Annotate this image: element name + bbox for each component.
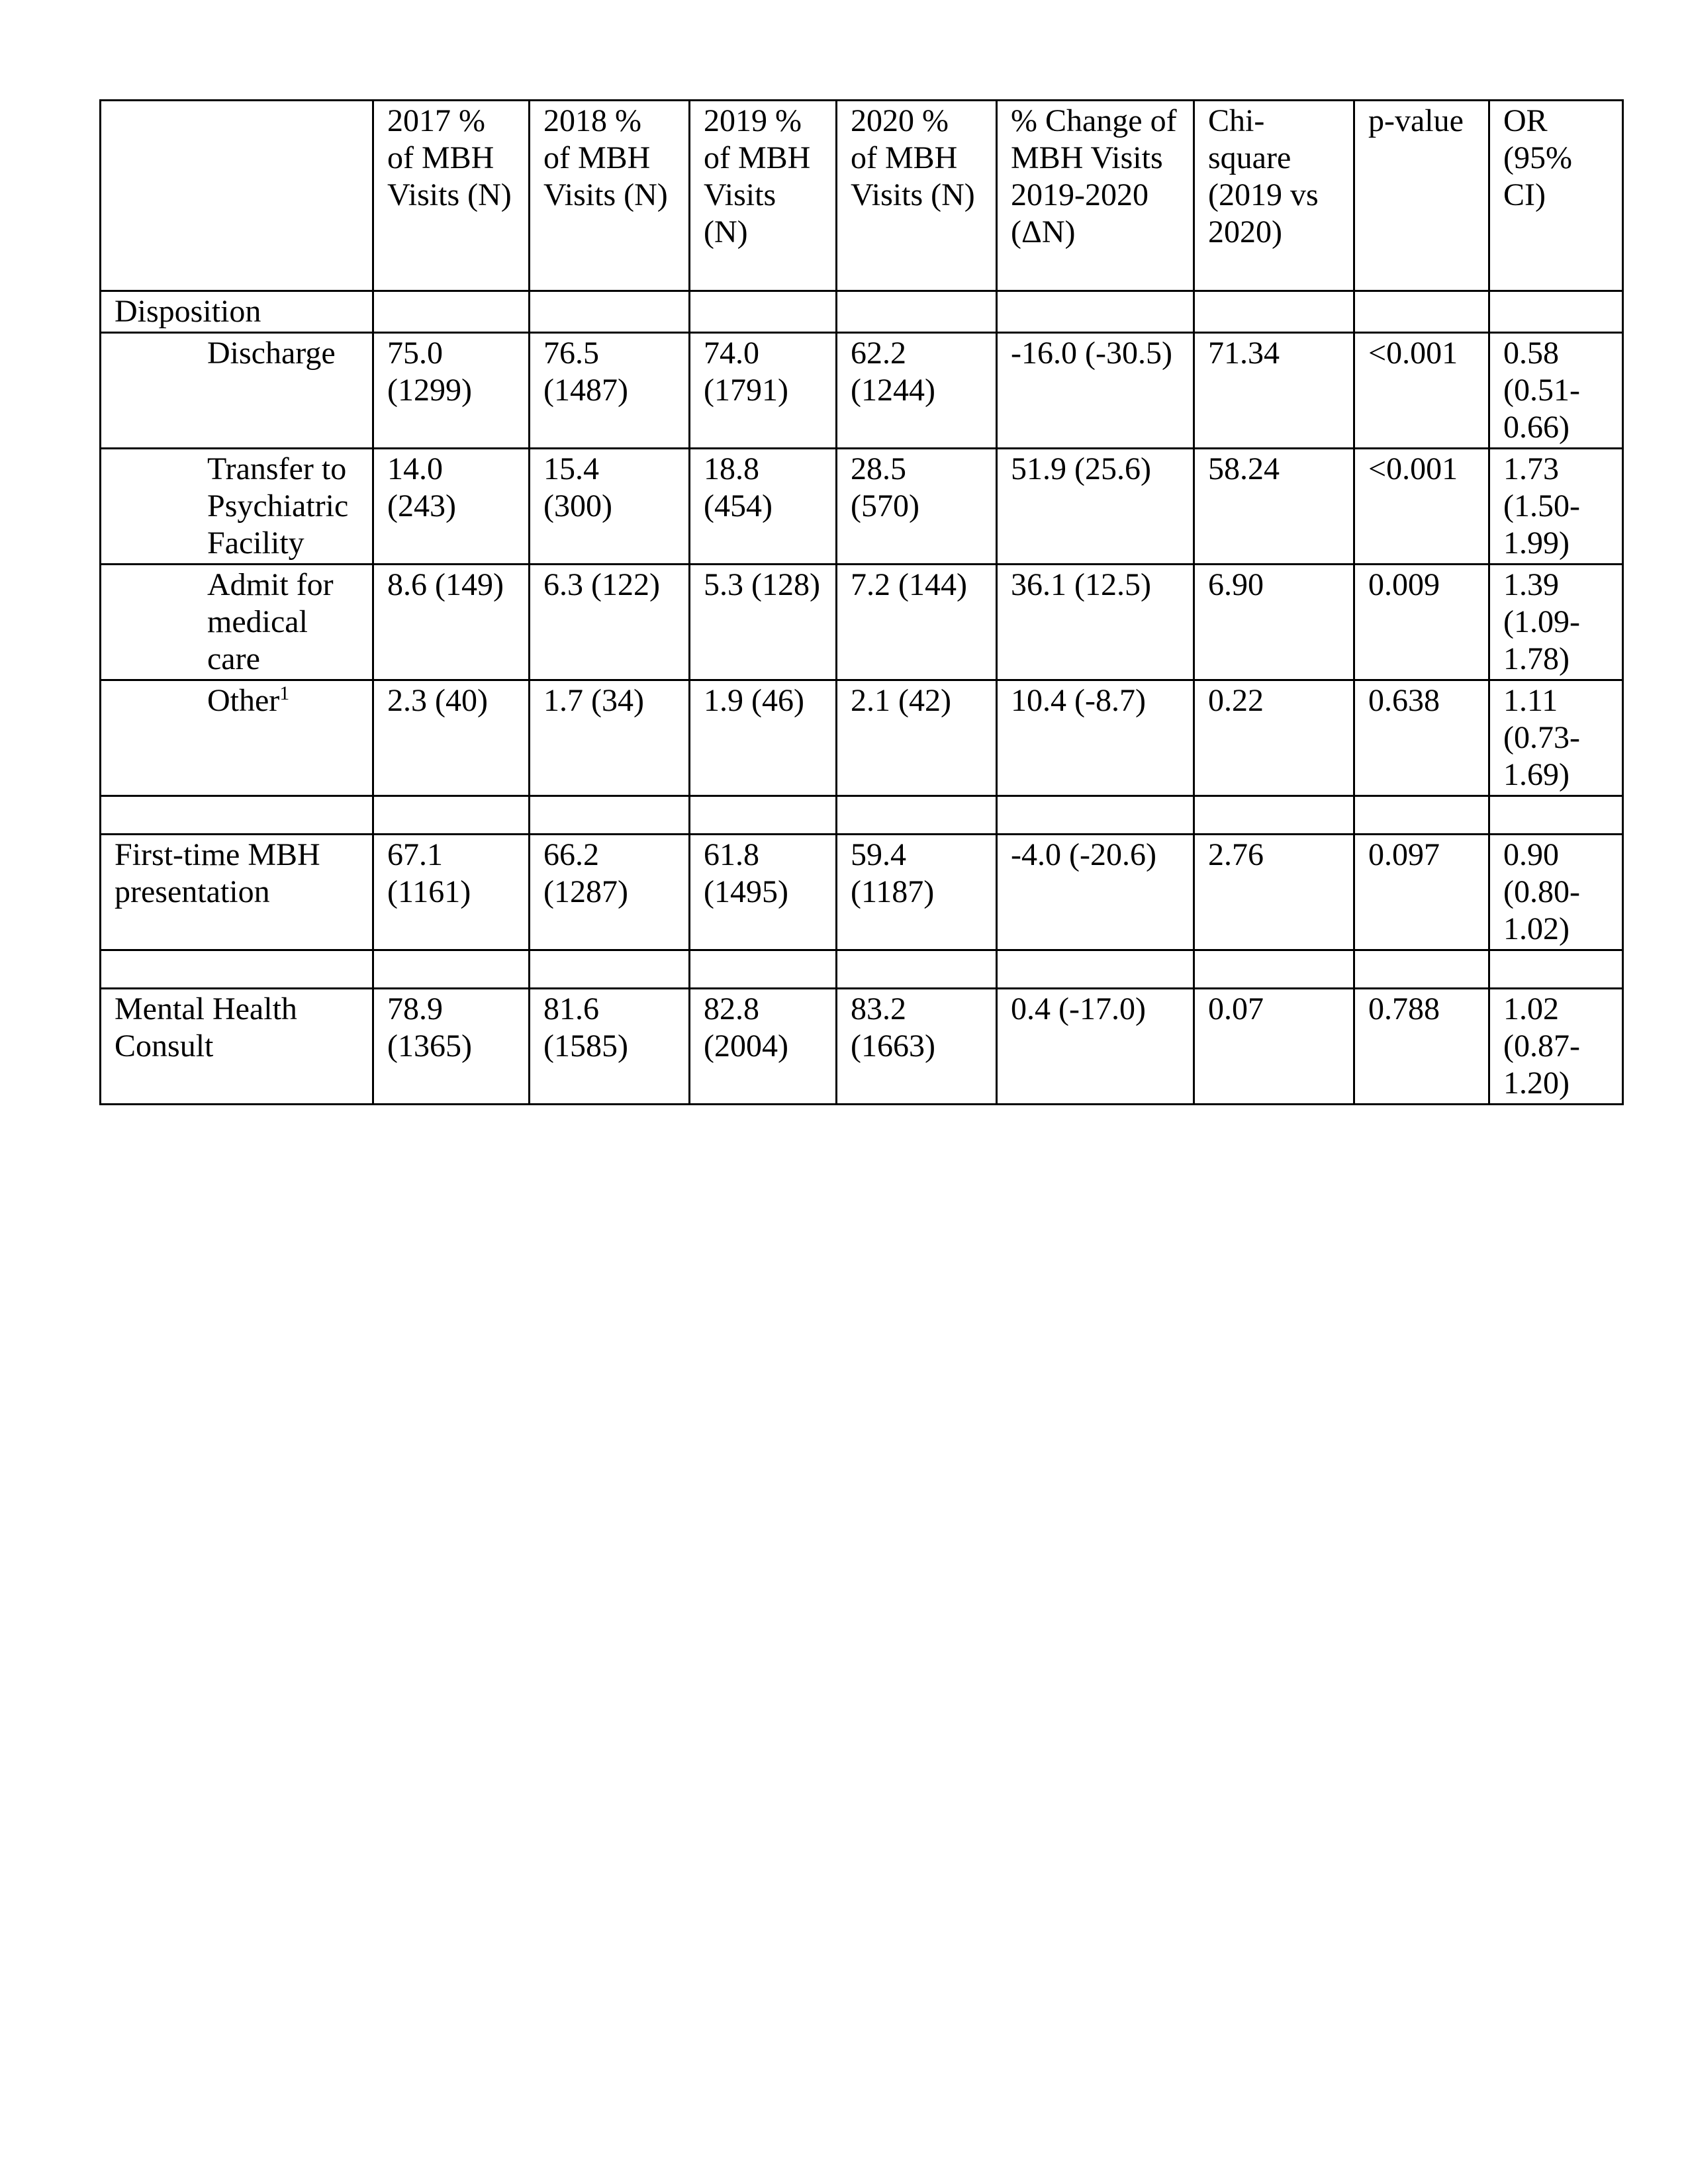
row-label-discharge: Discharge [101,333,373,449]
cell-2017: 67.1 (1161) [373,835,530,950]
row-label-mental-health-consult: Mental Health Consult [101,989,373,1105]
table-row-admit [101,565,1623,680]
header-row [101,101,1623,291]
row-label-other-cell [101,680,373,796]
table-row-other [101,680,1623,796]
empty-cell [101,796,373,835]
cell-p-value: 0.788 [1354,989,1489,1105]
empty-cell [1489,950,1623,989]
row-label-transfer: Transfer to Psychiatric Facility [101,449,373,565]
cell-2020: 83.2 (1663) [837,989,997,1105]
header-cell-2018: 2018 % of MBH Visits (N) [530,101,690,291]
cell-2019: 82.8 (2004) [690,989,837,1105]
cell-2020: 59.4 (1187) [837,835,997,950]
cell-p-value: 0.097 [1354,835,1489,950]
header-cell-2020: 2020 % of MBH Visits (N) [837,101,997,291]
section-label-disposition: Disposition [101,291,373,333]
empty-cell [837,950,997,989]
results-table [99,99,1624,1105]
cell-2017: 8.6 (149) [373,565,530,680]
section-row-disposition [101,291,1623,333]
table-row-transfer [101,449,1623,565]
cell-or: 1.02 (0.87-1.20) [1489,989,1623,1105]
cell-2020: 2.1 (42) [837,680,997,796]
header-cell-empty [101,101,373,291]
empty-cell [1194,796,1354,835]
cell-2018: 66.2 (1287) [530,835,690,950]
cell-p-value: 0.009 [1354,565,1489,680]
table-row-discharge [101,333,1623,449]
empty-cell [690,950,837,989]
table-row-first-time [101,835,1623,950]
header-cell-chi-square: Chi-square (2019 vs 2020) [1194,101,1354,291]
header-cell-2019: 2019 % of MBH Visits (N) [690,101,837,291]
cell-chi-square: 58.24 [1194,449,1354,565]
cell-change: 10.4 (-8.7) [997,680,1194,796]
spacer-row [101,950,1623,989]
cell-2017: 14.0 (243) [373,449,530,565]
empty-cell [530,950,690,989]
empty-cell [837,796,997,835]
empty-cell [997,291,1194,333]
header-cell-2017: 2017 % of MBH Visits (N) [373,101,530,291]
cell-or: 0.90 (0.80-1.02) [1489,835,1623,950]
cell-2018: 76.5 (1487) [530,333,690,449]
empty-cell [1354,950,1489,989]
empty-cell [690,796,837,835]
cell-change: -4.0 (-20.6) [997,835,1194,950]
empty-cell [101,950,373,989]
cell-chi-square: 0.22 [1194,680,1354,796]
cell-2020: 62.2 (1244) [837,333,997,449]
cell-2019: 74.0 (1791) [690,333,837,449]
header-cell-p-value: p-value [1354,101,1489,291]
cell-p-value: <0.001 [1354,333,1489,449]
cell-2019: 1.9 (46) [690,680,837,796]
cell-or: 1.11 (0.73-1.69) [1489,680,1623,796]
empty-cell [1489,291,1623,333]
cell-2017: 78.9 (1365) [373,989,530,1105]
row-label-first-time: First-time MBH presentation [101,835,373,950]
table-row-mental-health-consult [101,989,1623,1105]
cell-2017: 2.3 (40) [373,680,530,796]
cell-2019: 5.3 (128) [690,565,837,680]
empty-cell [373,950,530,989]
row-label-other: Other [207,683,280,718]
empty-cell [837,291,997,333]
empty-cell [690,291,837,333]
cell-2020: 7.2 (144) [837,565,997,680]
cell-2018: 15.4 (300) [530,449,690,565]
header-cell-or: OR (95% CI) [1489,101,1623,291]
cell-change: 51.9 (25.6) [997,449,1194,565]
cell-2018: 6.3 (122) [530,565,690,680]
cell-p-value: <0.001 [1354,449,1489,565]
empty-cell [1194,291,1354,333]
empty-cell [1354,291,1489,333]
cell-change: 0.4 (-17.0) [997,989,1194,1105]
empty-cell [530,796,690,835]
empty-cell [1354,796,1489,835]
cell-chi-square: 71.34 [1194,333,1354,449]
cell-2019: 61.8 (1495) [690,835,837,950]
cell-2020: 28.5 (570) [837,449,997,565]
cell-2017: 75.0 (1299) [373,333,530,449]
empty-cell [530,291,690,333]
cell-or: 1.73 (1.50-1.99) [1489,449,1623,565]
header-cell-change: % Change of MBH Visits 2019-2020 (ΔN) [997,101,1194,291]
empty-cell [997,950,1194,989]
cell-chi-square: 2.76 [1194,835,1354,950]
cell-2018: 1.7 (34) [530,680,690,796]
cell-2018: 81.6 (1585) [530,989,690,1105]
cell-p-value: 0.638 [1354,680,1489,796]
cell-chi-square: 6.90 [1194,565,1354,680]
empty-cell [373,291,530,333]
cell-2019: 18.8 (454) [690,449,837,565]
cell-chi-square: 0.07 [1194,989,1354,1105]
cell-or: 1.39 (1.09-1.78) [1489,565,1623,680]
cell-change: -16.0 (-30.5) [997,333,1194,449]
empty-cell [373,796,530,835]
cell-change: 36.1 (12.5) [997,565,1194,680]
footnote-marker: 1 [279,682,290,704]
empty-cell [1194,950,1354,989]
cell-or: 0.58 (0.51-0.66) [1489,333,1623,449]
row-label-admit: Admit for medical care [101,565,373,680]
spacer-row [101,796,1623,835]
empty-cell [997,796,1194,835]
empty-cell [1489,796,1623,835]
